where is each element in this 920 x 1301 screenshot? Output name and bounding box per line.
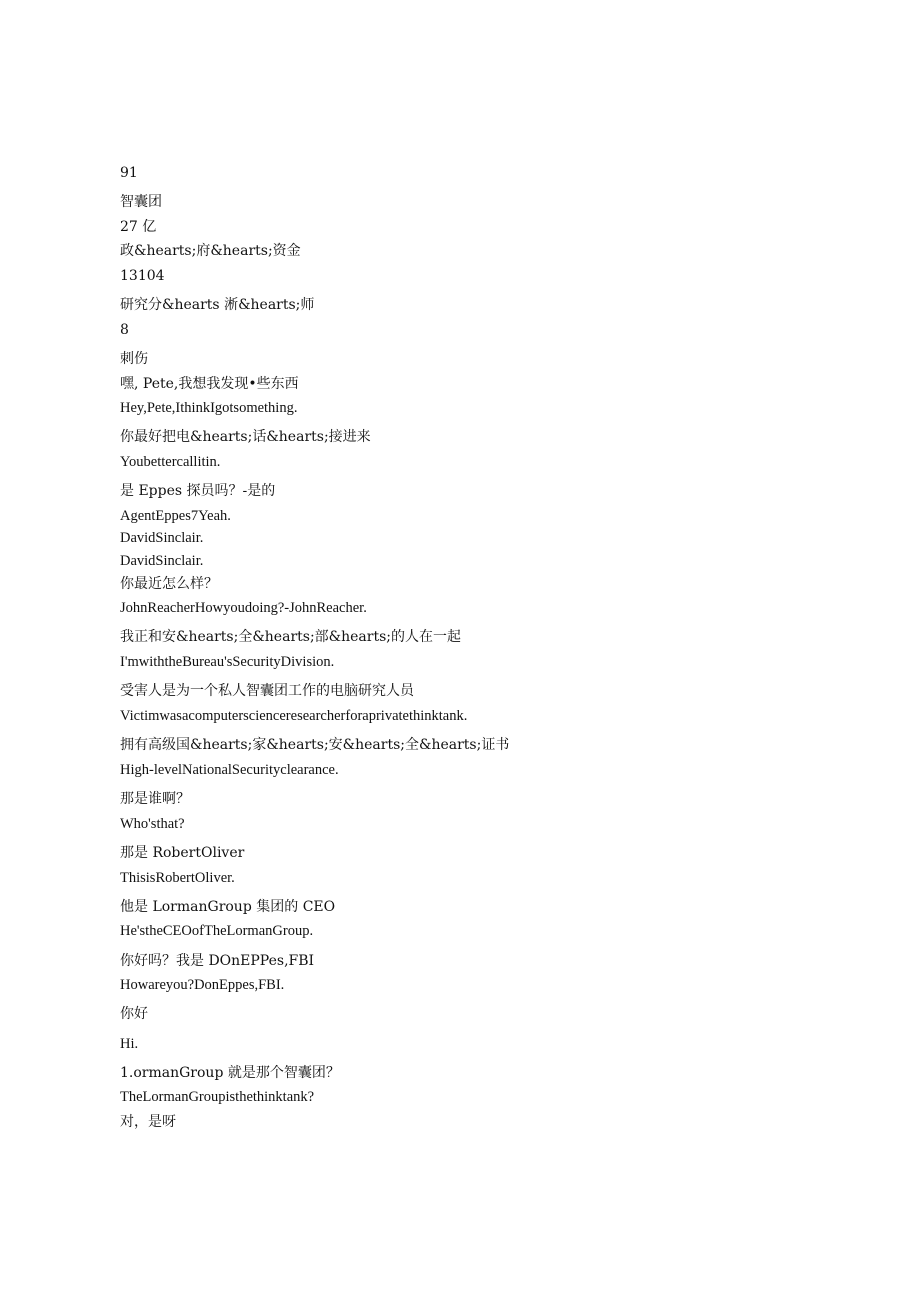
text-line: Victimwasacomputerscienceresearcherforaprivatethinktank. (120, 708, 468, 724)
text-line: I'mwiththeBureau'sSecurityDivision. (120, 654, 335, 670)
text-line: Howareyou?DonEppes,FBI. (120, 977, 285, 993)
text-line: 1.ormanGroup 就是那个智囊团？ (120, 1065, 340, 1081)
text-line: Hi. (120, 1036, 139, 1052)
text-line: 对，是呀 (120, 1114, 176, 1130)
text-line: 27 亿 (120, 219, 157, 235)
text-line: 智囊团 (120, 194, 162, 210)
text-line: 拥有高级国&hearts;家&hearts;安&hearts;全&hearts;证书 (120, 737, 510, 753)
text-line: 政&hearts;府&hearts;资金 (120, 243, 301, 259)
text-line: JohnReacherHowyoudoing?-JohnReacher. (120, 600, 367, 616)
text-line: 你好吗？我是 DOnEPPes,FBI (120, 953, 315, 969)
text-line: 那是 RobertOliver (120, 845, 245, 861)
text-line: DavidSinclair. (120, 530, 204, 546)
text-line: 是 Eppes 探员吗？-是的 (120, 483, 276, 499)
text-line: 你最近怎么样？ (120, 576, 218, 592)
text-line: 你最好把电&hearts;话&hearts;接进来 (120, 429, 371, 445)
text-line: 刺伤 (120, 351, 148, 367)
text-line: ThisisRobertOliver. (120, 870, 235, 886)
text-line: High-levelNationalSecurityclearance. (120, 762, 339, 778)
text-line: 嘿, Pete,我想我发现•些东西 (120, 376, 299, 392)
text-line: 受害人是为一个私人智囊团工作的电脑研究人员 (120, 683, 414, 699)
text-line: 他是 LormanGroup 集团的 CEO (120, 899, 336, 915)
text-line: Youbettercallitin. (120, 454, 221, 470)
text-line: 8 (120, 322, 129, 338)
text-line: 那是谁啊？ (120, 791, 190, 807)
text-line: 你好 (120, 1006, 148, 1022)
text-line: 13104 (120, 268, 165, 284)
text-line: Hey,Pete,IthinkIgotsomething. (120, 400, 298, 416)
text-line: 91 (120, 165, 138, 181)
text-line: Who'sthat? (120, 816, 185, 832)
text-line: He'stheCEOofTheLormanGroup. (120, 923, 314, 939)
text-line: 我正和安&hearts;全&hearts;部&hearts;的人在一起 (120, 629, 461, 645)
text-line: TheLormanGroupisthethinktank? (120, 1089, 315, 1105)
text-line: AgentEppes7Yeah. (120, 508, 231, 524)
text-line: 研究分&hearts 淅&hearts;师 (120, 297, 315, 313)
text-line: DavidSinclair. (120, 553, 204, 569)
